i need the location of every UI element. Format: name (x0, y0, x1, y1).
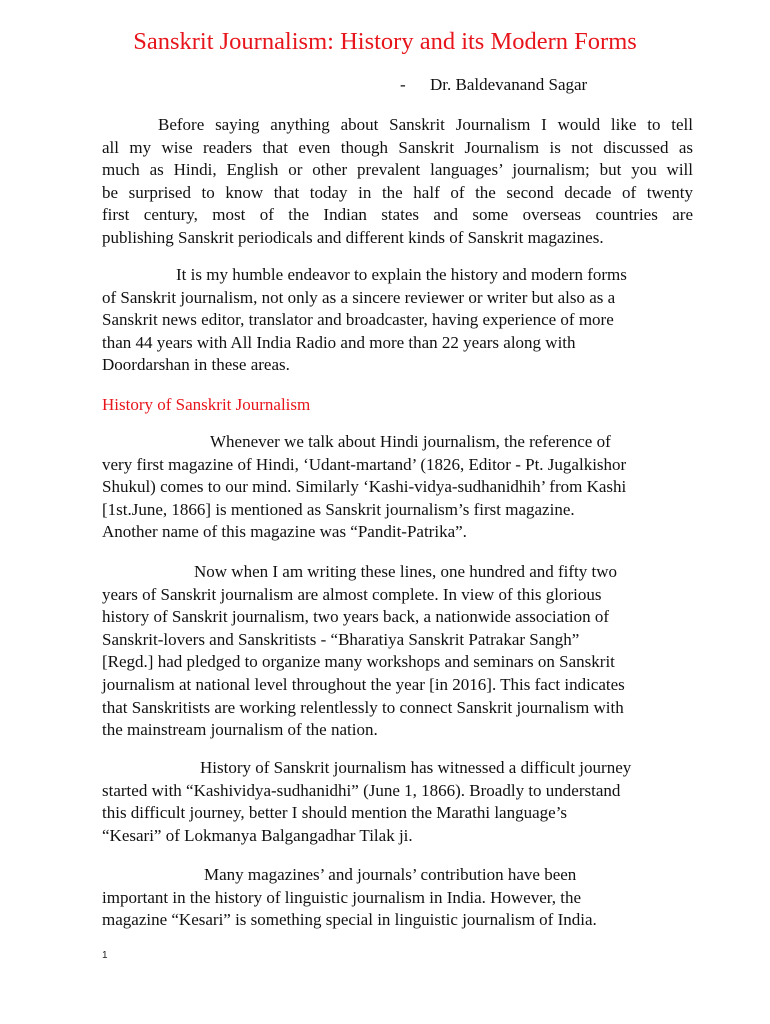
text-line: Whenever we talk about Hindi journalism, the reference of (210, 432, 611, 451)
text-line: very first magazine of Hindi, ‘Udant-martand’ (1826, Editor - Pt. Jugalkishor (102, 454, 627, 474)
text-line: this difficult journey, better I should mention the Marathi language’s (102, 803, 568, 823)
text-line: started with “Kashividya-sudhanidhi” (June 1, 1866). Broadly to understand (102, 780, 621, 800)
text-line: Another name of this magazine was “Pandit-Patrika”. (102, 522, 467, 542)
text-line: publishing Sanskrit periodicals and different kinds of Sanskrit magazines. (102, 227, 604, 247)
document-title: Sanskrit Journalism: History and its Modern Forms (133, 28, 637, 55)
intro-paragraph-1 (102, 114, 693, 250)
text-line: History of Sanskrit journalism has witnessed a difficult journey (200, 758, 632, 777)
text-line: Many magazines’ and journals’ contribution have been (204, 865, 577, 884)
text-line: that Sanskritists are working relentlessly to connect Sanskrit journalism with (102, 697, 624, 717)
text-line: of Sanskrit journalism, not only as a sincere reviewer or writer but also as a (102, 287, 616, 307)
author-name: Dr. Baldevanand Sagar (430, 75, 588, 94)
section-paragraph-3 (102, 757, 693, 847)
text-line: history of Sanskrit journalism, two years back, a nationwide association of (102, 607, 610, 627)
text-line: all my wise readers that even though Sanskrit Journalism is not discussed as (102, 137, 693, 157)
text-line: the mainstream journalism of the nation. (102, 720, 378, 740)
text-line: Now when I am writing these lines, one hundred and fifty two (194, 562, 618, 581)
text-line: than 44 years with All India Radio and more than 22 years along with (102, 332, 576, 352)
text-line: [Regd.] had pledged to organize many workshops and seminars on Sanskrit (102, 652, 615, 672)
text-line: first century, most of the Indian states and some overseas countries are (102, 205, 693, 225)
text-line: be surprised to know that today in the half of the second decade of twenty (102, 182, 693, 202)
section-paragraph-2 (102, 561, 693, 742)
section-heading: History of Sanskrit Journalism (102, 395, 311, 414)
text-line: [1st.June, 1866] is mentioned as Sanskrit journalism’s first magazine. (102, 499, 575, 519)
page-number: 1 (102, 950, 108, 961)
text-line: much as Hindi, English or other prevalent languages’ journalism; but you will (102, 160, 693, 180)
text-line: years of Sanskrit journalism are almost complete. In view of this glorious (102, 584, 602, 604)
author-dash: - (400, 75, 406, 94)
text-line: Doordarshan in these areas. (102, 355, 290, 375)
section-paragraph-4 (102, 864, 693, 932)
text-line: magazine “Kesari” is something special in linguistic journalism of India. (102, 910, 597, 930)
text-line: “Kesari” of Lokmanya Balgangadhar Tilak ji. (102, 825, 413, 845)
text-line: Shukul) comes to our mind. Similarly ‘Kashi-vidya-sudhanidhih’ from Kashi (102, 477, 627, 497)
section-paragraph-1 (102, 431, 693, 544)
author-line (400, 74, 587, 96)
text-line: journalism at national level throughout the year [in 2016]. This fact indicates (102, 674, 625, 694)
text-line: Sanskrit news editor, translator and broadcaster, having experience of more (102, 310, 614, 330)
text-line: Sanskrit-lovers and Sanskritists - “Bharatiya Sanskrit Patrakar Sangh” (102, 629, 580, 649)
text-line: Before saying anything about Sanskrit Journalism I would like to tell (158, 115, 693, 134)
text-line: important in the history of linguistic journalism in India. However, the (102, 887, 582, 907)
text-line: It is my humble endeavor to explain the history and modern forms (176, 265, 627, 284)
intro-paragraph-2 (102, 264, 693, 377)
